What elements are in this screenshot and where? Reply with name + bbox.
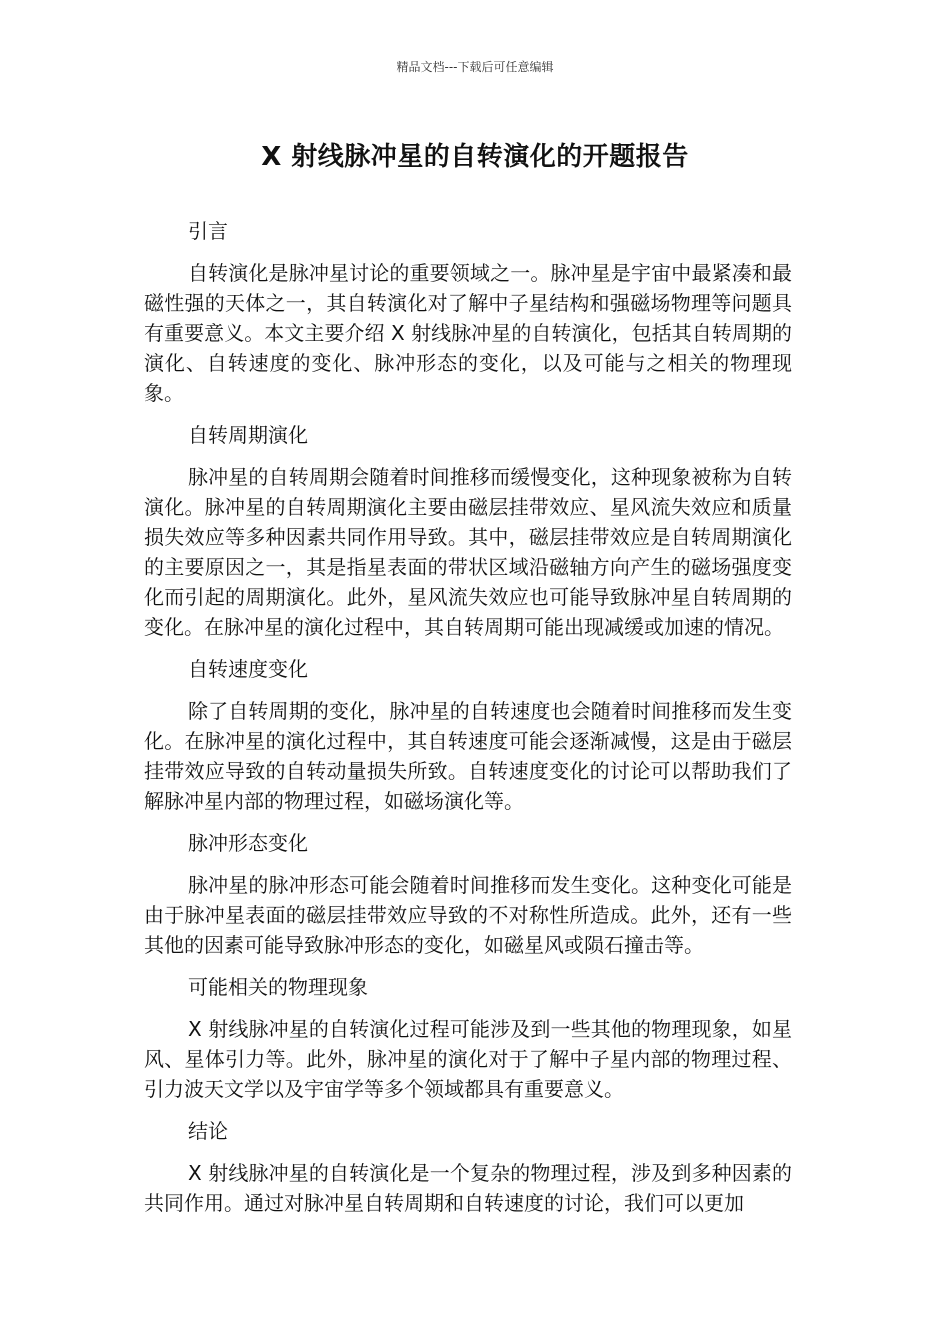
header-note: 精品文档---下载后可任意编辑 (396, 60, 554, 74)
section-heading-speed: 自转速度变化 (188, 657, 308, 681)
section-heading-conclusion: 结论 (188, 1119, 228, 1143)
section-heading-related: 可能相关的物理现象 (188, 975, 368, 999)
section-paragraph-speed: 除了自转周期的变化，脉冲星的自转速度也会随着时间推移而发生变化。在脉冲星的演化过程中，其自转速度可能会逐渐减慢，这是由于磁层挂带效应导致的自转动量损失所致。自转速度变化的讨论可以帮助我们了解脉冲星内部的物理过程，如磁场演化等。 (144, 699, 792, 813)
page-title: X 射线脉冲星的自转演化的开题报告 (261, 142, 689, 172)
section-paragraph-period: 脉冲星的自转周期会随着时间推移而缓慢变化，这种现象被称为自转演化。脉冲星的自转周期演化主要由磁层挂带效应、星风流失效应和质量损失效应等多种因素共同作用导致。其中，磁层挂带效应是自转周期演化的主要原因之一，其是指星表面的带状区域沿磁轴方向产生的磁场强度变化而引起的周期演化。此外，星风流失效应也可能导致脉冲星自转周期的变化。在脉冲星的演化过程中，其自转周期可能出现减缓或加速的情况。 (144, 465, 792, 639)
section-paragraph-related: X 射线脉冲星的自转演化过程可能涉及到一些其他的物理现象，如星风、星体引力等。此外，脉冲星的演化对于了解中子星内部的物理过程、引力波天文学以及宇宙学等多个领域都具有重要意义。 (144, 1017, 792, 1101)
section-paragraph-conclusion: X 射线脉冲星的自转演化是一个复杂的物理过程，涉及到多种因素的共同作用。通过对脉冲星自转周期和自转速度的讨论，我们可以更加 (144, 1161, 792, 1215)
section-paragraph-intro: 自转演化是脉冲星讨论的重要领域之一。脉冲星是宇宙中最紧凑和最磁性强的天体之一，其自转演化对了解中子星结构和强磁场物理等问题具有重要意义。本文主要介绍 X 射线脉冲星的自转演化，包括其自转周期的演化、自转速度的变化、脉冲形态的变化，以及可能与之相关的物理现象。 (144, 261, 792, 405)
section-heading-period: 自转周期演化 (188, 423, 308, 447)
section-heading-intro: 引言 (188, 219, 228, 243)
section-paragraph-pulse-shape: 脉冲星的脉冲形态可能会随着时间推移而发生变化。这种变化可能是由于脉冲星表面的磁层挂带效应导致的不对称性所造成。此外，还有一些其他的因素可能导致脉冲形态的变化，如磁星风或陨石撞击等。 (144, 873, 792, 957)
document-body (144, 216, 792, 1230)
section-heading-pulse-shape: 脉冲形态变化 (188, 831, 308, 855)
